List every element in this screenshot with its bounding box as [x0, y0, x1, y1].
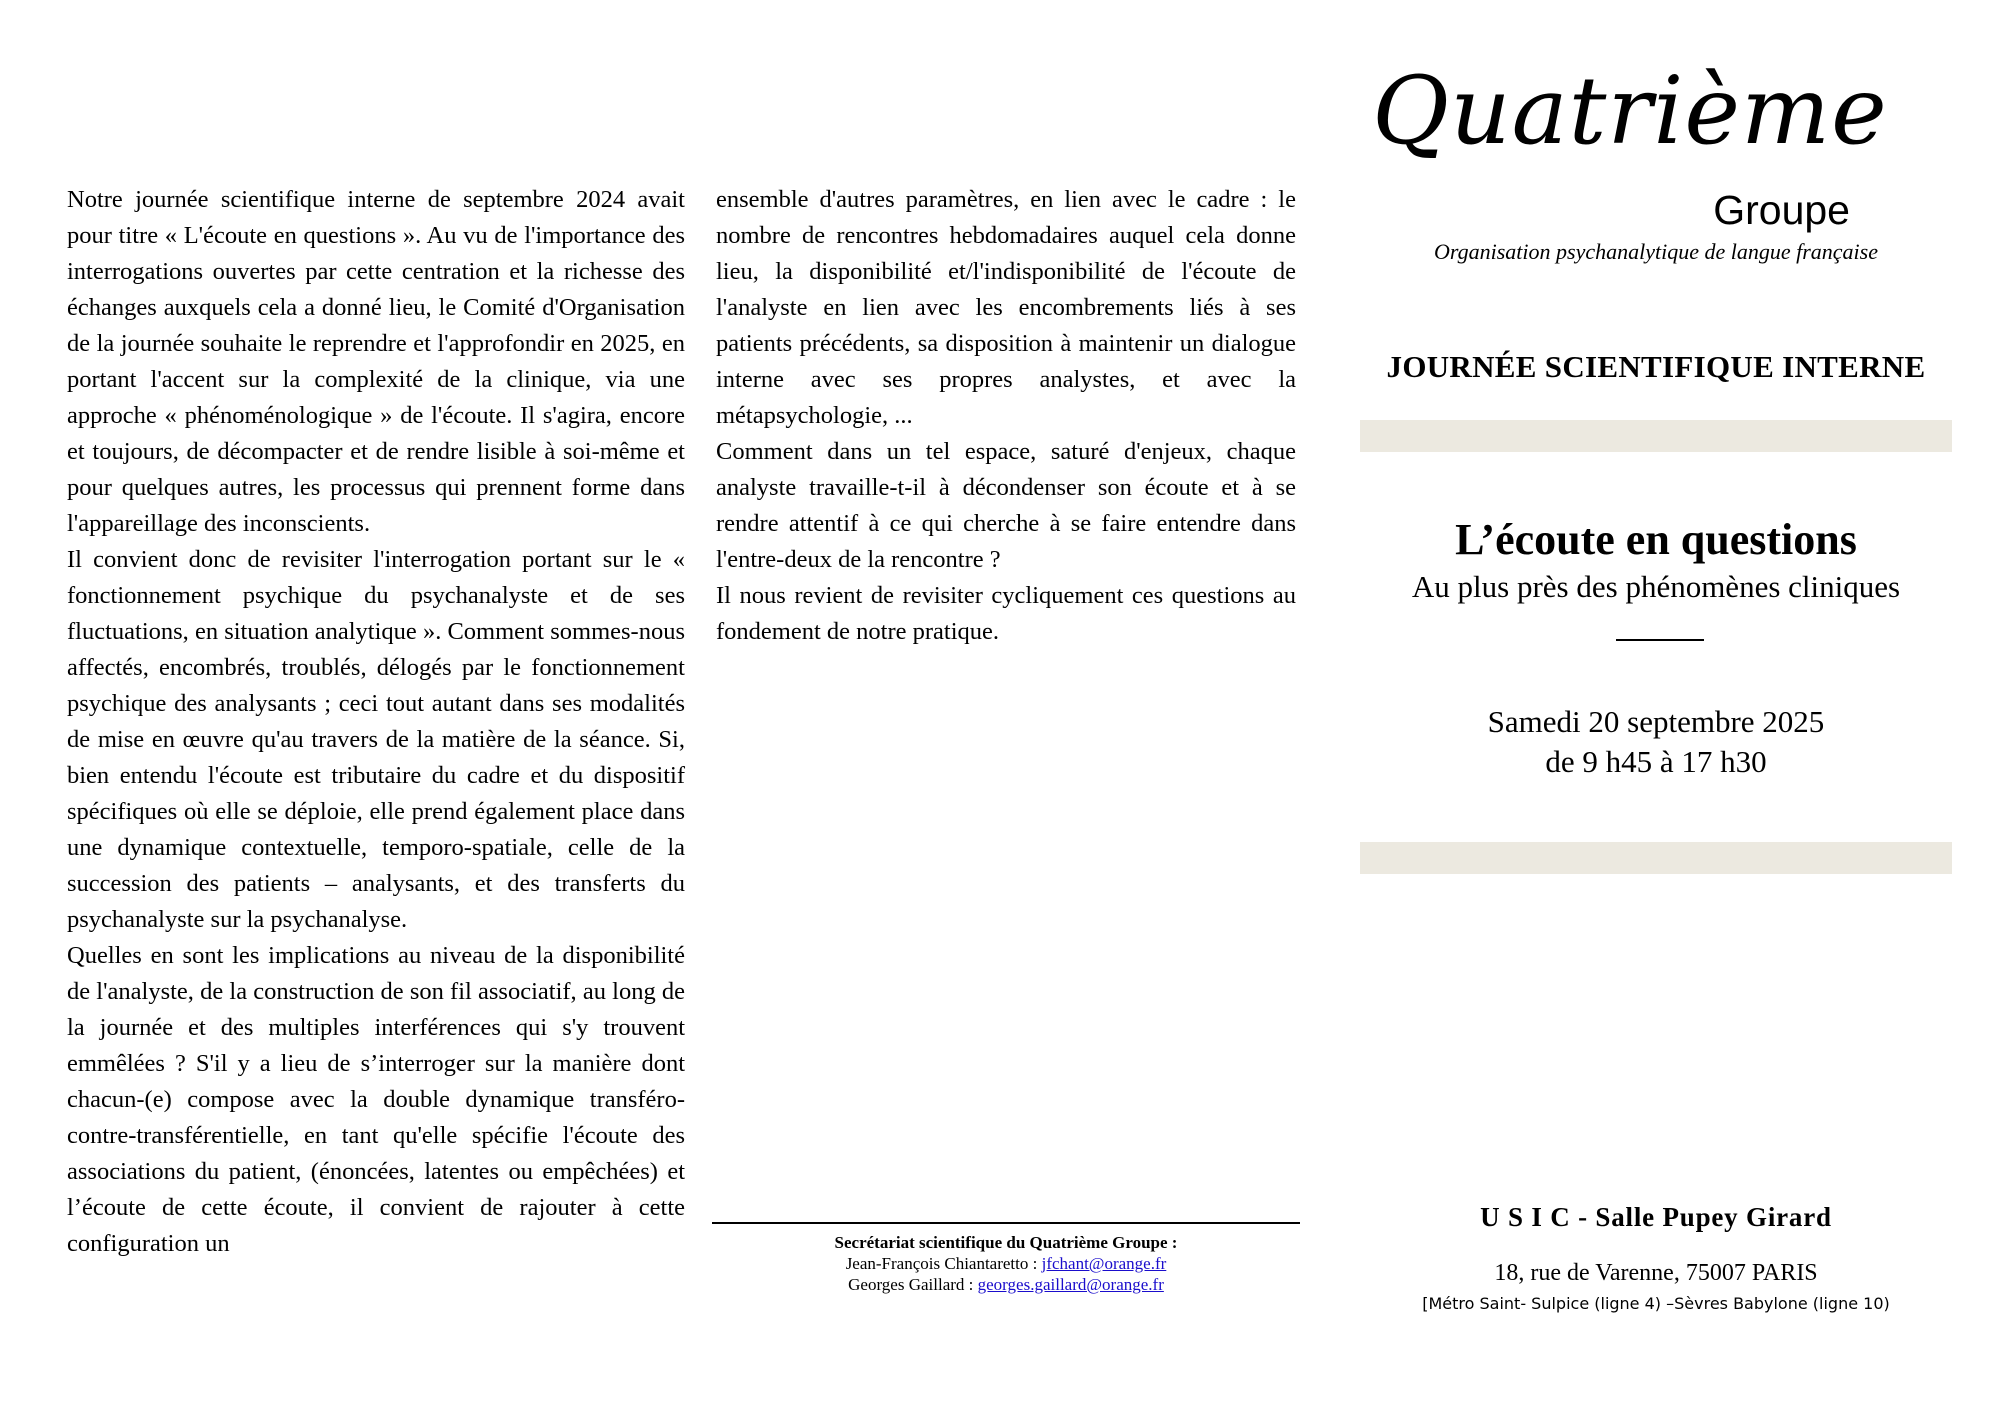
event-time: de 9 h45 à 17 h30 — [1545, 744, 1767, 779]
decorative-band — [1360, 842, 1952, 874]
secretariat-title: Secrétariat scientifique du Quatrième Groupe : — [834, 1233, 1178, 1252]
paragraph: Comment dans un tel espace, saturé d'enjeux, chaque analyste travaille-t-il à décondenser son écoute et à se rendre attentif à ce qui cherche à se faire entendre dans l'entre-deux de la rencontre ? — [716, 438, 1296, 573]
paragraph: ensemble d'autres paramètres, en lien avec le cadre : le nombre de rencontres hebdomadaires auquel cela donne lieu, la disponibilité et/l'indisponibilité de l'écoute de l'analyste en lien avec les encombrements liés à ses patients précédents, sa disposition à maintenir un dialogue interne avec ses propres analystes, et avec la métapsychologie, ... — [716, 186, 1296, 429]
contact-name: Jean-François Chiantaretto : — [845, 1254, 1042, 1273]
cover-panel — [1360, 0, 1952, 1416]
venue-name: U S I C - Salle Pupey Girard — [1480, 1202, 1832, 1232]
event-title: L’écoute en questions — [1455, 515, 1857, 564]
paragraph: Quelles en sont les implications au niveau de la disponibilité de l'analyste, de la construction de son fil associatif, au long de la journée et des multiples interférences qui s'y trouvent emmêlées ? S'il y a lieu de s’interroger sur la manière dont chacun-(e) compose avec la double dynamique transféro-contre-transférentielle, en tant qu'elle spécifie l'écoute des associations du patient, (énoncées, latentes ou empêchées) et l’écoute de cette écoute, il convient de rajouter à cette configuration un — [67, 942, 685, 1257]
contact-name: Georges Gaillard : — [848, 1275, 978, 1294]
paragraph: Notre journée scientifique interne de septembre 2024 avait pour titre « L'écoute en questions ». Au vu de l'importance des interrogations ouvertes par cette centration et la richesse des échanges auxquels cela a donné lieu, le Comité d'Organisation de la journée souhaite le reprendre et l'approfondir en 2025, en portant l'accent sur la complexité de la clinique, via une approche « phénoménologique » de l'écoute. Il s'agira, encore et toujours, de décompacter et de rendre lisible à soi-même et pour quelques autres, les processus qui prennent forme dans l'appareillage des inconscients. — [67, 186, 685, 537]
organisation-tagline: Organisation psychanalytique de langue française — [1433, 239, 1878, 264]
venue-address: 18, rue de Varenne, 75007 PARIS — [1494, 1260, 1818, 1286]
logo-wordmark: Quatrième — [1372, 57, 1888, 166]
venue-metro: [Métro Saint- Sulpice (ligne 4) –Sèvres Babylone (ligne 10) — [1422, 1294, 1890, 1313]
logo-subtitle: Groupe — [1713, 187, 1850, 233]
body-column-middle — [716, 182, 1296, 650]
secretariat-contact — [712, 1274, 1300, 1295]
event-date: Samedi 20 septembre 2025 — [1487, 704, 1825, 739]
divider — [1616, 639, 1704, 641]
event-datetime — [1360, 702, 1952, 782]
secretariat-footer — [712, 1222, 1300, 1295]
body-column-left — [67, 182, 685, 1262]
contact-email-link[interactable]: jfchant@orange.fr — [1041, 1254, 1167, 1273]
paragraph: Il nous revient de revisiter cycliquement ces questions au fondement de notre pratique. — [716, 582, 1296, 645]
decorative-band — [1360, 420, 1952, 452]
event-type-heading: JOURNÉE SCIENTIFIQUE INTERNE — [1386, 349, 1926, 384]
paragraph: Il convient donc de revisiter l'interrogation portant sur le « fonctionnement psychique du psychanalyste et de ses fluctuations, en situation analytique ». Comment sommes-nous affectés, encombrés, troublés, délogés par le fonctionnement psychique des analysants ; ceci tout autant dans ses modalités de mise en œuvre qu'au travers de la matière de la séance. Si, bien entendu l'écoute est tributaire du cadre et du dispositif spécifiques où elle se déploie, elle prend également place dans une dynamique contextuelle, temporo-spatiale, celle de la succession des patients – analysants, et des transferts du psychanalyste sur la psychanalyse. — [67, 546, 685, 933]
event-subtitle: Au plus près des phénomènes cliniques — [1411, 569, 1901, 604]
secretariat-contact — [712, 1253, 1300, 1274]
contact-email-link[interactable]: georges.gaillard@orange.fr — [977, 1275, 1164, 1294]
